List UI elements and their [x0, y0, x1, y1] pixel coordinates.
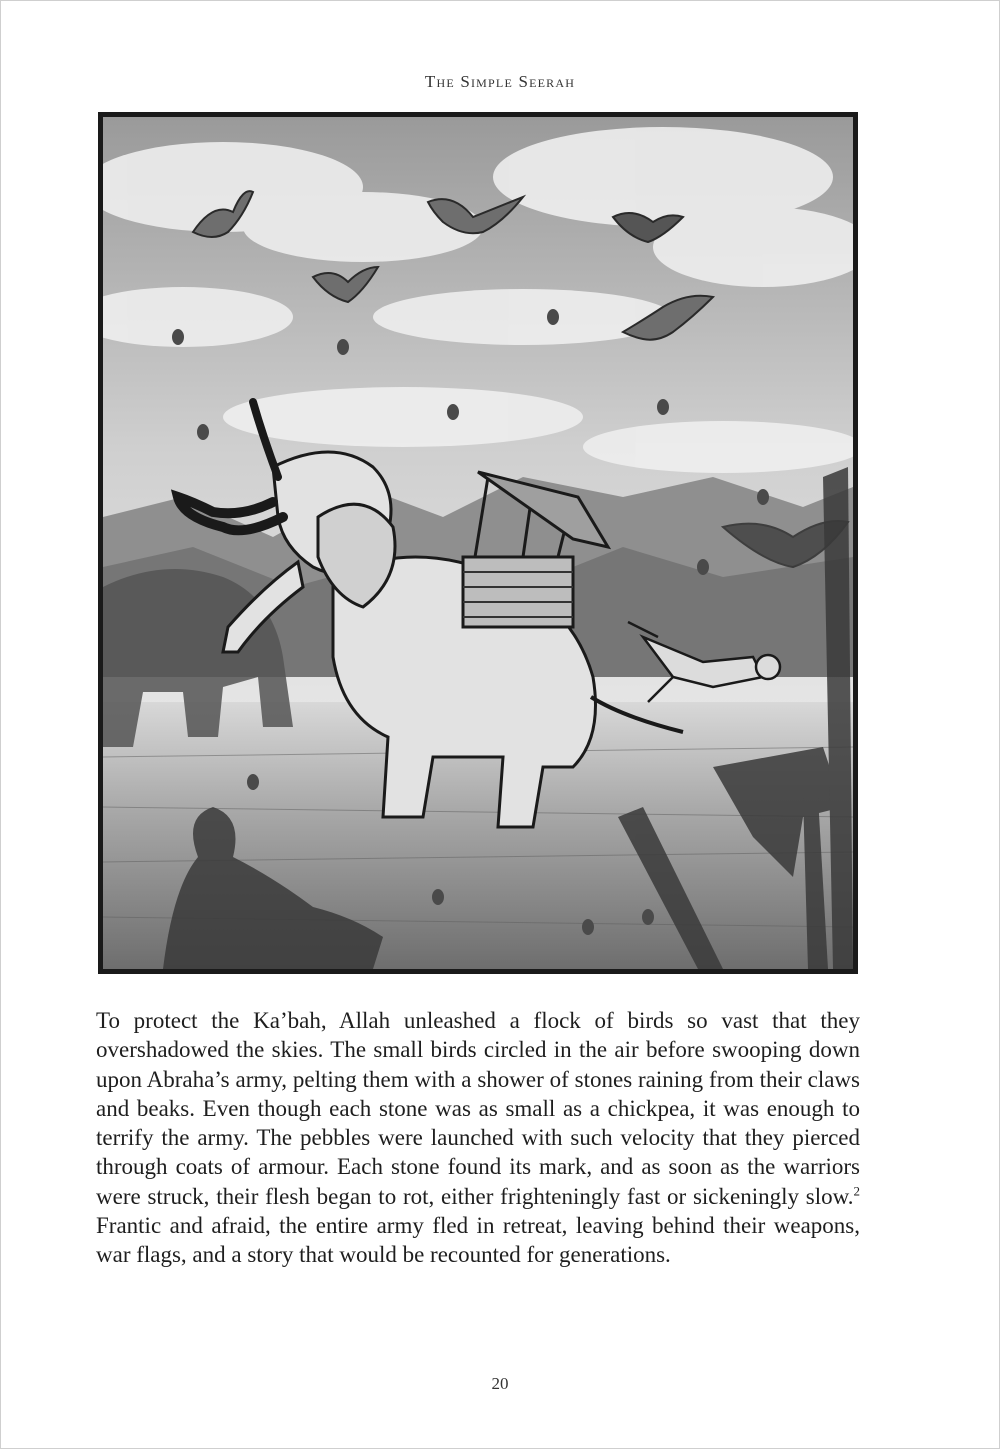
page-number: 20 [491, 1374, 509, 1393]
body-paragraph [96, 1006, 860, 1270]
footnote-marker[interactable]: 2 [853, 1183, 860, 1199]
running-head: The Simple Seerah [424, 72, 576, 91]
elephant-birds-illustration [103, 117, 853, 969]
paragraph-text-part-1: To protect the Ka’bah, Allah unleashed a flock of birds so vast that they overshadowed the skies. The small birds circled in the air before swooping down upon Abraha’s army, pelting them with a shower of stones raining from their claws and beaks. Even though each stone was as small as a chickpea, it was enough to terrify the army. The pebbles were launched with such velocity that they pierced through coats of armour. Each stone found its mark, and as soon as the warriors were struck, their flesh began to rot, either frighteningly fast or sickeningly slow. [96, 1008, 860, 1209]
paragraph-text-part-2: Frantic and afraid, the entire army fled in retreat, leaving behind their weapons, war flags, and a story that would be recounted for generations. [96, 1213, 860, 1268]
illustration-frame [98, 112, 858, 974]
